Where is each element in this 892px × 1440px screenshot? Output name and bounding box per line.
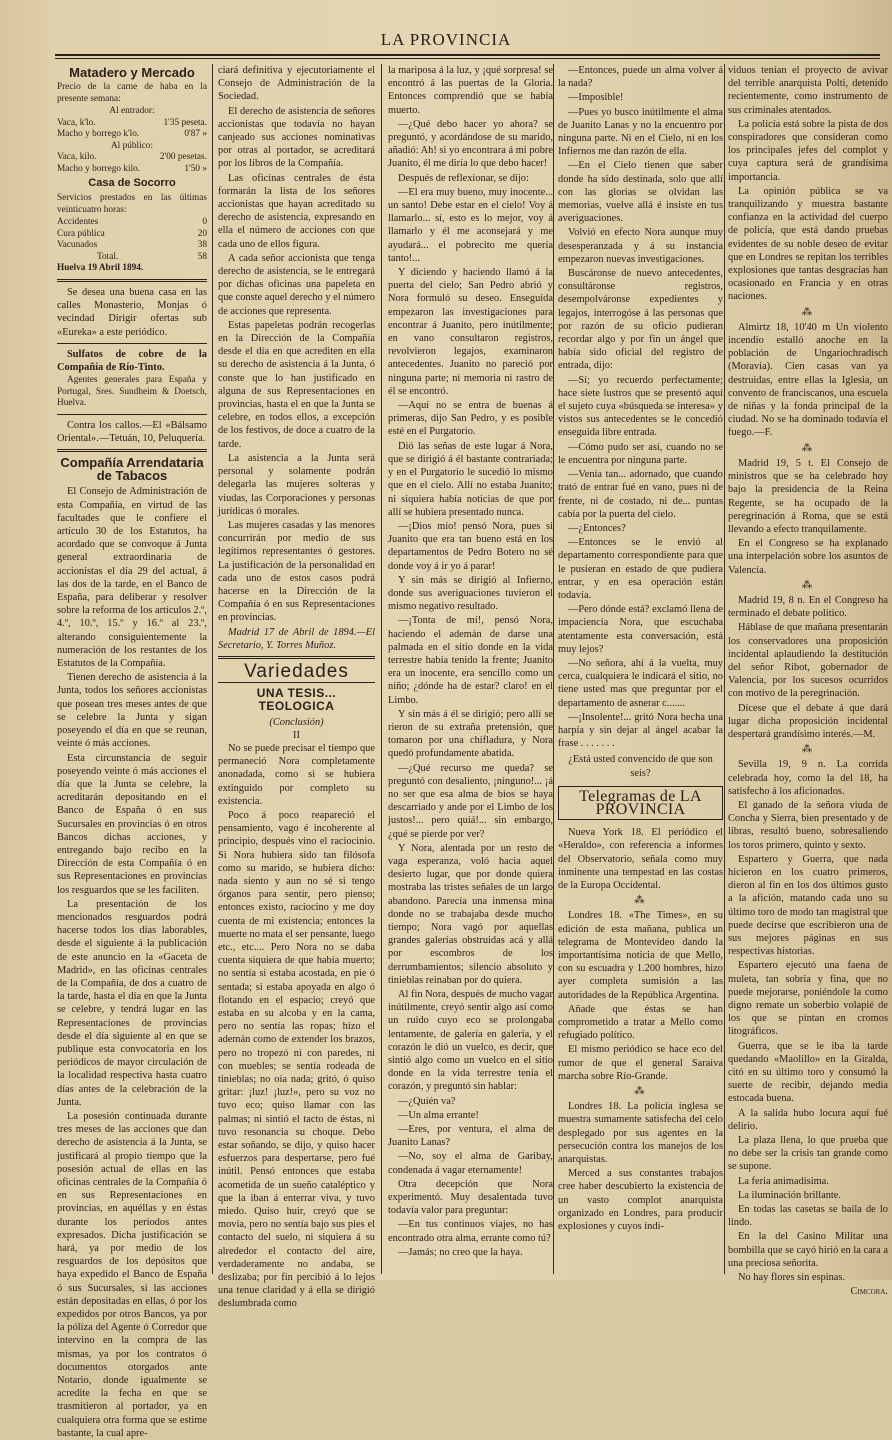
stat-row (57, 240, 207, 252)
section-rule (218, 656, 375, 659)
price-value: 1'50 » (184, 163, 207, 174)
stat-label: Accidentes (57, 217, 99, 228)
newspaper-title: LA PROVINCIA (380, 30, 512, 49)
story-paragraph: la mariposa á la luz, y ¡qué sorpresa! se encontró á las puertas de la Gloria. Entonces comprendió que se había muerto. (388, 65, 553, 116)
telegram-paragraph: Sevilla 19, 9 n. La corrida celebrada hoy, como la del 18, ha satisfecho á los aficionados. (728, 759, 888, 797)
company-paragraph: Las oficinas centrales de ésta formarán la lista de los señores accionistas que hayan acreditado su derecho de asistencia, expresando en ella el número de acciones con que cada uno de ellos figura. (218, 172, 375, 250)
telegram-paragraph: Háblase de que mañana presentarán los conservadores una proposición incidental aplaudiendo la destitución del señor Ribot, gobernador de Valencia, por los sucesos ocurridos con motivo de la peregrinación. (728, 622, 888, 700)
story-title: UNA TESIS... TEOLOGICA (256, 686, 337, 714)
company-paragraph: Estas papeletas podrán recogerlas en la Dirección de la Compañía desde el día en que acrediten en ella su derecho de asistencia á la Junta, ó conste que lo han justificado en alguna de sus Representaciones en provincias, hasta el en que la Junta se celebre, en todos ellos, a excepción de los festivos, de doce a cuatro de la tarde. (218, 319, 375, 450)
header-rule (55, 54, 880, 56)
story-paragraph: —Pues yo busco inútilmente el alma de Juanito Lanas y no la encuentro por ninguna parte. Ni en el Cielo, ni en los Infiernos me dan razón de ella. (558, 106, 723, 158)
price-row (57, 164, 207, 176)
telegram-paragraph: En el Congreso se ha explanado una interpelación sobre los asuntos de Valencia. (728, 538, 888, 576)
story-paragraph: —¡Tonta de mí!, pensó Nora, haciendo el ademán de darse una palmada en el sitio donde en la vida terrestre había tenido la frente; Juanito era un inocente, era sencillo como un niño; ¿dónde ha de estar? claro! en el Limbo. (388, 615, 553, 706)
separator-stars: ⁂ (634, 895, 647, 907)
company-paragraph: La posesión continuada durante tres meses de las acciones que dan derecho de asistencia á la Junta, se justificará al propio tiempo que la posesión actual de ellas en las oficinas centrales de la Compañía ó en sus Representaciones en provincias, en aquéllas y en éstas durante los períodos antes expresados. Dicha justificación se hará, ya por medio de los resguardos de los depósitos que haya expedido el Banco de España ó sus Sucursales, si las acciones están depositadas en ellas, ó por los expedidos por otros Bancos, ya por la póliza del Agente ó Corredor que intervino en la compra de las mismas, ya por los contratos ó documentos otorgados ante Notario, donde igualmente se acredite la fecha en que se trasmitieron al portador, ya en cualquiera otra forma que se estime bastante, la cual apre- (57, 1110, 207, 1439)
story-paragraph: —En tus continuos viajes, no has encontrado otra alma, errante como tú? (388, 1219, 553, 1244)
column-divider (212, 64, 213, 1274)
section-rule (57, 279, 207, 282)
column-2 (218, 64, 375, 1310)
story-paragraph: —¿Entonces? (568, 522, 626, 534)
story-chapter: II (293, 729, 300, 741)
column-divider (381, 64, 382, 1274)
price-label: Macho y borrego k'lo. (57, 129, 140, 140)
market-intro: Precio de la carne de haba en la presente semana: (57, 82, 207, 104)
story-paragraph: —En el Cielo tienen que saber donde ha sido destinada, solo que allí con las glorias se olvidan las memorias, vuelve allá é insiste en tus averiguaciones. (558, 160, 723, 225)
telegram-paragraph: Espartero ejecutó una faena de muleta, tan sobria y fina, que no puede mejorarse, poniéndole la como digno remate un soberbio volapié de los que se pintan en cromos litográficos. (728, 960, 888, 1038)
story-paragraph: Y sin más se dirigió al Infierno, donde sus averiguaciones tuvieron el mismo negativo resultado. (388, 574, 553, 613)
telegram-paragraph: Dícese que el debate á que dará lugar dicha proposición incidental despertará grandísimo interés.—M. (728, 702, 888, 740)
telegram-paragraph: La policía está sobre la pista de dos conspiradores que consideran como los principales jefes del complot y cuya captura será de grandísima importancia. (728, 118, 888, 183)
separator-stars: ⁂ (801, 579, 815, 591)
market-publico: Al público: (110, 140, 154, 151)
socorro-intro: Servicios prestados en las últimas veinticuatro horas: (57, 193, 207, 215)
telegram-paragraph: En la del Casino Militar una bombilla que se cayó hirió en la cara a una preciosa señorita. (728, 1231, 888, 1269)
telegram-paragraph: Almirtz 18, 10'40 m Un violento incendio estalló anoche en la población de Ungariochradisch (Moravia). Cien casas van ya destruidas, entre ellas la Iglesia, un convento de franciscanos, una escuela de niñas y la fonda principal de la ciudad. No se ha dominado todavía el fuego.—F. (728, 321, 888, 439)
story-paragraph: —Eres, por ventura, el alma de Juanito Lanas? (388, 1124, 553, 1149)
telegram-paragraph: Londres 18. «The Times», en su edición de esta mañana, publica un telegrama de Montevideo dando la importantísima noticia de que Mello, con su escuadra y 1.200 hombres, hizo ayer completa sumisión a las autoridades de la República Argentina. (558, 910, 723, 1001)
socorro-title: Casa de Socorro (88, 177, 176, 190)
story-paragraph: —Un alma errante! (398, 1109, 479, 1121)
ad-casa: Se desea una buena casa en las calles Monasterio, Monjas ó vecindad Dirigir ofertas sub «Eureka» a este periódico. (57, 286, 207, 338)
column-divider (724, 64, 725, 1274)
price-row (57, 152, 207, 164)
price-value: 0'87 » (184, 129, 207, 140)
company-paragraph: Esta circunstancia de seguir poseyendo veinte ó más acciones el día que la Junta se celebre, la acreditarán depositando en el Banco de España ó en sus Sucursales en provincias ó en otros Bancos dichas acciones, y entregando bajo recibo en la Dirección de esta Compañía ó en sus Representaciones en provincias los resguardos que se les faciliten. (57, 752, 207, 896)
stat-value: 38 (197, 240, 207, 251)
story-paragraph: —Venía tan... adornado, que cuando trató de entrar fué en vano, pues ni de frente, ni de costado, ni de... puntas cabía por la puerta del cielo. (558, 469, 723, 520)
stat-total-row (57, 252, 207, 264)
variedades-title: Variedades (244, 660, 349, 682)
separator-stars: ⁂ (801, 744, 815, 756)
price-row (57, 129, 207, 141)
telegram-paragraph: Añade que éstas se han comprometido a tratar a Mello como refugiado político. (558, 1003, 723, 1042)
telegram-paragraph: viduos tenían el proyecto de avivar del terrible anarquista Polti, detenido recientemente, como instrumento de sus criminales atentados. (728, 65, 888, 116)
story-paragraph: No se puede precisar el tiempo que permaneció Nora completamente anonadada, como si se hubiera extinguido por completo su existencia. (218, 742, 375, 807)
story-paragraph: Buscáronse de nuevo antecedentes, consultáronse registros, desempolváronse expedientes y legajos, interrogóse á las personas que por razón de su oficio pudieran recordar algo y por fin un ángel que había sido oficial del registro de entrada, dijo: (558, 268, 723, 372)
column-4 (558, 64, 723, 1274)
story-paragraph: —Entonces se le envió al departamento correspondiente para que le pusieran en estado de que pudiera entrar, y en esa operación están todavía. (558, 537, 723, 601)
story-paragraph: Después de reflexionar, se dijo: (398, 172, 529, 184)
story-paragraph: —Aquí no se entra de buenas á primeras, dijo San Pedro, y es posible esté en el Purgatorio. (388, 400, 553, 438)
telegram-paragraph: Madrid 19, 5 t. El Consejo de ministros que se ha celebrado hoy bajo la presidencia de la Reina Regente, se ha ocupado de la peregrinación á Roma, que se está llevando a efecto tranquilamente. (728, 457, 888, 535)
separator-stars: ⁂ (801, 306, 815, 318)
telegram-paragraph: Londres 18. La policía inglesa se muestra sumamente satisfecha del celo desplegado por sus agentes en la persecución contra los manejos de los anarquistas. (558, 1101, 723, 1166)
story-paragraph: —Jamás; no creo que la haya. (398, 1246, 523, 1258)
stat-total-label: Total. (97, 251, 119, 262)
telegram-paragraph: Nueva York 18. El periódico el «Heraldo», con referencia a informes del Observatorio, señala como muy inminente una tempestad en las costas de la Europa Occidental. (558, 827, 723, 891)
section-rule (218, 682, 375, 683)
company-paragraph: La presentación de los mencionados resguardos podrá hacerse todos los días laborables, desde el siguiente á la publicación de este anuncio en la «Gaceta de Madrid», en las oficinas centrales de la Compañía, de dos a cuatro de la tarde, hasta el día en que la Junta se celebre, y tendrá lugar en las Representaciones de provincias desde el día siguiente al en que se publique esta convocatoria en los periódicos de mayor circulación de la localidad respectiva hasta cuatro días antes de la celebración de la Junta. (57, 898, 207, 1108)
story-paragraph: —Imposible! (568, 92, 624, 104)
telegram-paragraph: Merced a sus constantes trabajos cree haber descubierto la existencia de un vasto complot anarquista organizado en Londres, para producir explosiones y cuyos indi- (558, 1168, 723, 1233)
ad-rule (57, 414, 207, 415)
story-paragraph: Dió las señas de este lugar á Nora, que se dirigió á él bastante contrariada; y en el Purgatorio le sucedió lo mismo que en el cielo. Allí no estaba Juanito; ni siquiera había noticias de que por allí se hubiera presentado nunca. (388, 440, 553, 518)
story-conclusion: (Conclusión) (269, 716, 324, 728)
story-closing: ¿Está usted convencido de que son seis? (568, 754, 713, 779)
company-paragraph: ciará definitiva y ejecutoriamente el Consejo de Administración de la Sociedad. (218, 65, 375, 103)
stat-value: 20 (197, 228, 207, 239)
story-paragraph: —¿Qué debo hacer yo ahora? se preguntó, y acordándose de su marido, añadió: Ah! si yo encontrara á mi pobre Juanito, él me diría lo que debo hacer! (388, 118, 553, 170)
company-paragraph: Las mujeres casadas y las menores concurrirán por medio de sus legítimos representantes ó gestores. La justificación de la personalidad en cada uno de estos casos podrá hacerse en la Dirección de la Compañía ó en sus Representaciones en provincias. (218, 519, 375, 624)
company-paragraph: La asistencia a la Junta será personal y solamente podrán delegarla las mujeres solteras y viudas, las Corporaciones y personas jurídicas ó morales. (218, 452, 375, 517)
market-title: Matadero y Mercado (69, 65, 195, 80)
company-paragraph: A cada señor accionista que tenga derecho de asistencia, se le entregará por dichas oficinas una papeleta en que conste aquel derecho y el número de acciones que representa. (218, 252, 375, 317)
separator-stars: ⁂ (634, 1086, 647, 1098)
column-5 (728, 64, 888, 1298)
stat-total-value: 58 (197, 251, 207, 262)
stat-label: Cura pública (57, 228, 105, 239)
company-title: Compañía Arrendataria de Tabacos (60, 455, 204, 484)
ad-agentes: Agentes generales para España y Portugal, Sres. Sundheim & Doetsch, Huelva. (57, 375, 207, 409)
telegram-paragraph: No hay flores sin espinas. (738, 1272, 846, 1284)
price-value: 1'35 peseta. (163, 117, 207, 128)
telegram-paragraph: El ganado de la señora viuda de Concha y Sierra, bien presentado y de libras, resultó bueno, sobresaliendo los toros primero, quinto y sexto. (728, 799, 888, 851)
story-paragraph: —Pero dónde está? exclamó llena de impaciencia Nora, que escuchaba atentamente esta conversación, está muy lejos? (558, 604, 723, 655)
column-1 (57, 64, 207, 1439)
column-divider (553, 64, 554, 1274)
story-paragraph: Poco á poco reapareció el pensamiento, vago é incoherente al principio, después vino el raciocinio. Si Nora hubiera sido tan filósofa como su marido, se hubiera dicho: nada siento y aun no sé si tengo órganos para sentir, pero pienso; entonces existo, raciocino y me doy cuenta de mi existencia; entonces la muerte no mata el ser pensante, luego etc., etc.... Pero Nora no se daba cuenta siquiera de que había muerto; no sentía si estaba acostada, en pie ó sentada; si estaba apoyada en algo ó flotando en el espacio; creyó que estaba en su alcoba y en la cama, pero no sentía las ropas; hizo el ademán como de extender los brazos, pero no tropezó ni con paredes, ni con muebles; se sentía rodeada de tinieblas; no oía nada; gritó, ó quiso gritar: ¡luz! ¡luz!», pero su voz no tuvo eco; quiso llamar con las palmas; ni sintió el tacto de éstas, ni tuvo resonancia su choque. Debo estar soñando, se dijo, y quiso hacer esfuerzos para despertarse, pero fué inútil. Pensó entonces que estaba acometida de un sueño cataléptico y que la iban á enterrar viva, y tuvo miedo. Quiso huir, creyó que se movía, pero no sentía bajo sus pies el contacto del suelo, ni siquiera á su alrededor el contacto del aire, verdaderamente no andaba, se deslizaba; por fin percibió á lo lejos una tenue claridad y á ella se dirigió deslumbrada como (218, 809, 375, 1310)
story-paragraph: —¿Quién va? (398, 1095, 456, 1107)
stat-label: Vacunados (57, 240, 98, 251)
ad-rule (57, 343, 207, 344)
telegram-signature: Cimcora. (850, 1286, 888, 1298)
price-row (57, 118, 207, 130)
story-paragraph: Otra decepción que Nora experimentó. Muy desalentada tuvo todavía valor para preguntar: (388, 1178, 553, 1217)
company-paragraph: El Consejo de Administración de esta Compañía, en virtud de las facultades que le confiere el artículo 30 de los Estatutos, ha acordado que se convoque á Junta general extraordinaria de accionistas el día 29 del actual, á las dos de la tarde, en el Banco de España, para deliberar y resolver sobre la reforma de los artículos 2.º, 4.º, 10.º, 15.º y 16.º al 23.º, alterando consiguientemente la numeración de los restantes de los Estatutos de la Compañía. (57, 486, 207, 670)
telegram-paragraph: La opinión pública se va tranquilizando y muestra bastante confianza en la actividad del cuerpo de policía, que está dando pruebas evidentes de su noble deseo de evitar que en Londres se repitan los terribles explosiones que tantas desgracias han ocasionado en Francia y en otras naciones. (728, 185, 888, 303)
story-paragraph: —Cómo pudo ser así, cuando no se le encuentra por ninguna parte. (558, 441, 723, 466)
story-paragraph: —No señora, ahí á la vuelta, muy cerca, cualquiera le indicará el sitio, no tiene usted mas que preguntar por el departamento de asnerar c....... (558, 657, 723, 709)
column-3 (388, 64, 553, 1274)
company-paragraph: Tienen derecho de asistencia á la Junta, todos los señores accionistas que posean tres meses antes de que se celebre la Junta y sigan poseyendo el día en que se reunan, veinte ó más acciones. (57, 672, 207, 750)
dateline: Huelva 19 Abril 1894. (57, 263, 144, 274)
telegram-paragraph: La plaza llena, lo que prueba que no debe ser la crisis tan grande como se supone. (728, 1135, 888, 1173)
section-rule (57, 449, 207, 452)
telegram-paragraph: La feria animadísima. (738, 1175, 829, 1187)
story-paragraph: —El era muy bueno, muy inocente... un santo! Debe estar en el cielo! Voy á llamarlo... sí, esto es lo mejor, voy á llamarlo y él me aconsejará y me ayudará... el pobrecito me quería tanto!... (388, 186, 553, 264)
company-paragraph: El derecho de asistencia de señores accionistas que todavía no hayan canjeado sus acciones nominativas por otras al portador, se acreditará por los libros de la Compañía. (218, 105, 375, 170)
telegram-paragraph: La iluminación brillante. (738, 1189, 842, 1201)
telegram-paragraph: Espartero y Guerra, que nada hicieron en los cuatro primeros, dieron al fin en los dos últimos gusto a la afición, matando cada uno su último toro de modo tan magistral que puede decirse que escribieron una de sus mejores páginas en sus respectivas historias. (728, 853, 888, 958)
header-rule-thin (55, 58, 880, 59)
story-paragraph: —No, soy el alma de Garibay, condenada á vagar eternamente! (388, 1151, 553, 1176)
story-paragraph: Al fin Nora, después de mucho vagar inútilmente, creyó sentir algo así como un ruido cuyo eco se prolongaba lentamente, de galería en galería, y el corazón le dió un vuelco, es decir, que sintió algo como un vuelco en el sitio donde en la vida terrestre tenía el corazón, y preguntó sin hablar: (388, 989, 553, 1093)
telegram-paragraph: Guerra, que se le iba la tarde quedando «Maolillo» en la Giralda, citó en su último toro y consumó la suerte de recibir, dejando media estocada buena. (728, 1040, 888, 1105)
stat-row (57, 229, 207, 241)
telegram-paragraph: En todas las casetas se baila de lo lindo. (728, 1204, 888, 1229)
telegram-paragraph: El mismo periódico se hace eco del rumor de que el general Saraiva marcha sobre Río-Grande. (558, 1044, 723, 1082)
ad-sulfatos: Sulfatos de cobre de la Compañía de Río-Tinto. (57, 348, 207, 373)
story-paragraph: —¡Insolente!... gritó Nora hecha una harpía y sin dejar al ángel acabar la frase . . . . . . . (558, 711, 723, 750)
telegrams-title: Telegramas de LA PROVINCIA (558, 786, 723, 820)
story-paragraph: —Entonces, puede un alma volver á la nada? (558, 65, 723, 90)
stat-value: 0 (202, 217, 207, 228)
stat-row (57, 217, 207, 229)
telegram-paragraph: A la salida hubo locura aquí fué delirio. (728, 1107, 888, 1132)
price-label: Macho y borrego kilo. (57, 163, 141, 174)
story-paragraph: Y diciendo y haciendo llamó á la puerta del cielo; San Pedro abrió y Nora formuló su deseo. Enseguida empezaron las investigaciones para encontrar á Juanito, pero inútilmente; en vano consultaron registros, revolvieron legajos, examinaron antecedentes. Juanito no pareció por ninguna parte; ni memoria ni rastro de él se encontró. (388, 267, 553, 397)
story-paragraph: —¿Qué recurso me queda? se preguntó con desaliento, ¡ninguno!... ¡á no ser que esa alma de bios se haya descarriado y ande por el Limbo de los justos!... pero quiá!... sin embargo, ¿qué se pierde por ver? (388, 762, 553, 840)
separator-stars: ⁂ (801, 442, 815, 454)
story-paragraph: —¡Dios mío! pensó Nora, pues si Juanito que era tan bueno está en los departamentos de Pedro Botero no sé donde voy á ir yo á parar! (388, 520, 553, 572)
story-paragraph: Volvió en efecto Nora aunque muy desesperanzada y á su instancia empezaron nuevas investigaciones. (558, 227, 723, 265)
market-entrador: Al entrador: (109, 106, 155, 117)
company-signature: Madrid 17 de Abril de 1894.—El Secretario, Y. Torres Muñoz. (218, 626, 375, 651)
price-label: Vaca, k'lo. (57, 117, 96, 128)
story-paragraph: Y sin más á él se dirigió; pero allí se rieron de su extraña pretensión, que tomaron por una chifladura, y Nora quedó profundamente abatida. (388, 708, 553, 760)
price-label: Vaca, kilo. (57, 152, 97, 163)
ad-callos: Contra los callos.—El «Bálsamo Oriental».—Tetuán, 10, Peluquería. (57, 419, 207, 444)
price-value: 2'00 pesetas. (159, 152, 207, 163)
telegram-paragraph: Madrid 19, 8 n. En el Congreso ha terminado el debate político. (728, 594, 888, 620)
story-paragraph: Y Nora, alentada por un resto de vaga esperanza, voló hacia aquel desierto lugar, que por donde quiera mostraba las tristes señales de un largo abandono. Parecía una inmensa mina donde no se trabajaba desde mucho tiempo; Nora vagó por aquellas grandes galerías obstruidas acá y allá por escombros de los derrumbamientos; silencio absoluto y tinieblas reinaban por do quiera. (388, 842, 553, 986)
story-paragraph: —Sí; yo recuerdo perfectamente; hace siete lustros que se presentó aquí el sujeto cuya «búsqueda se interesa» y vistos sus antecedentes se le concedió enseguida libre entrada. (558, 374, 723, 439)
